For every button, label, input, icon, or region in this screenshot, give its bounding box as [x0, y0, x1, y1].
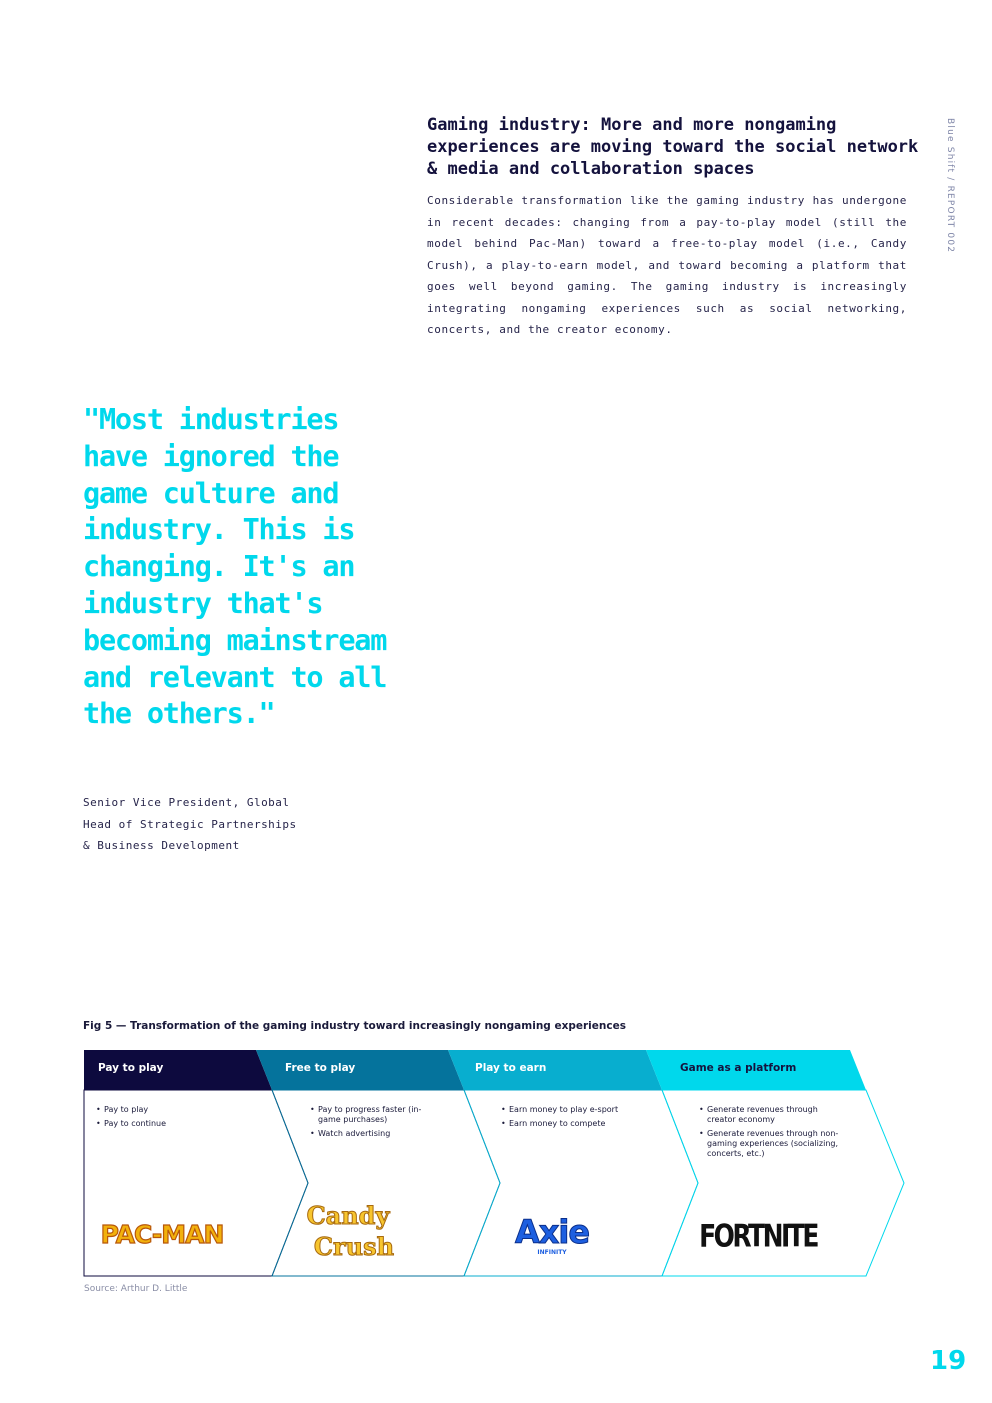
- stage-label-free-to-play: Free to play: [285, 1062, 356, 1074]
- stage-bullets-4: [699, 1105, 839, 1163]
- section-body: Considerable transformation like the gaming industry has undergone in recent decades: changing from a pay-to-play model (still the model behind Pac-Man) toward a free-to-play model (i.e., Candy Crush), a play-to-earn model, and toward becoming a platform that goes well beyond gaming. The gaming industry is increasingly integrating nongaming experiences such as social networking, concerts, and the creator economy.: [427, 194, 907, 336]
- stage-bullets-3: [501, 1105, 651, 1133]
- svg-text:FORTNITE: FORTNITE: [699, 1218, 817, 1255]
- pac-man-logo: [101, 1220, 224, 1249]
- stage-bullets-2: [310, 1105, 440, 1143]
- bullet-item: • Earn money to compete: [501, 1119, 651, 1129]
- attribution-line: Senior Vice President, Global: [83, 796, 290, 809]
- svg-text:Crush: Crush: [313, 1232, 395, 1261]
- svg-text:PAC-MAN: PAC-MAN: [100, 1220, 224, 1249]
- candy-crush-logo: [307, 1201, 394, 1261]
- page-number: 19: [930, 1346, 967, 1376]
- attribution-line: Head of Strategic Partnerships: [83, 817, 297, 831]
- stage-label-play-to-earn: Play to earn: [475, 1062, 547, 1074]
- svg-text:Axie: Axie: [514, 1213, 590, 1251]
- bullet-item: • Earn money to play e-sport: [501, 1105, 651, 1115]
- figure-title: Fig 5 — Transformation of the gaming industry toward increasingly nongaming experiences: [83, 1020, 626, 1032]
- bullet-item: • Watch advertising: [310, 1129, 440, 1139]
- bullet-item: • Pay to play: [96, 1105, 256, 1115]
- svg-text:INFINITY: INFINITY: [537, 1249, 567, 1256]
- pull-quote: "Most industries have ignored the game culture and industry. This is changing. It's an industry that's becoming mainstream and relevant to all the others.": [83, 403, 387, 731]
- bullet-item: • Generate revenues through non-gaming experiences (socializing, concerts, etc.): [699, 1129, 839, 1159]
- stage-bullets-1: [96, 1105, 256, 1133]
- stage-label-pay-to-play: Pay to play: [98, 1062, 164, 1074]
- bullet-item: • Pay to continue: [96, 1119, 256, 1129]
- axie-infinity-logo: [515, 1213, 589, 1256]
- bullet-item: • Generate revenues through creator economy: [699, 1105, 839, 1125]
- svg-text:Candy: Candy: [306, 1201, 390, 1230]
- fortnite-logo: [699, 1218, 818, 1254]
- figure-source: Source: Arthur D. Little: [84, 1284, 188, 1294]
- bullet-item: • Pay to progress faster (in-game purchases): [310, 1105, 440, 1125]
- section-heading: Gaming industry: More and more nongaming experiences are moving toward the social network & media and collaboration spaces: [427, 115, 919, 179]
- report-name: Blue Shift / REPORT 002: [945, 118, 955, 254]
- attribution-line: & Business Development: [83, 839, 240, 852]
- stage-label-game-as-a-platform: Game as a platform: [680, 1062, 797, 1074]
